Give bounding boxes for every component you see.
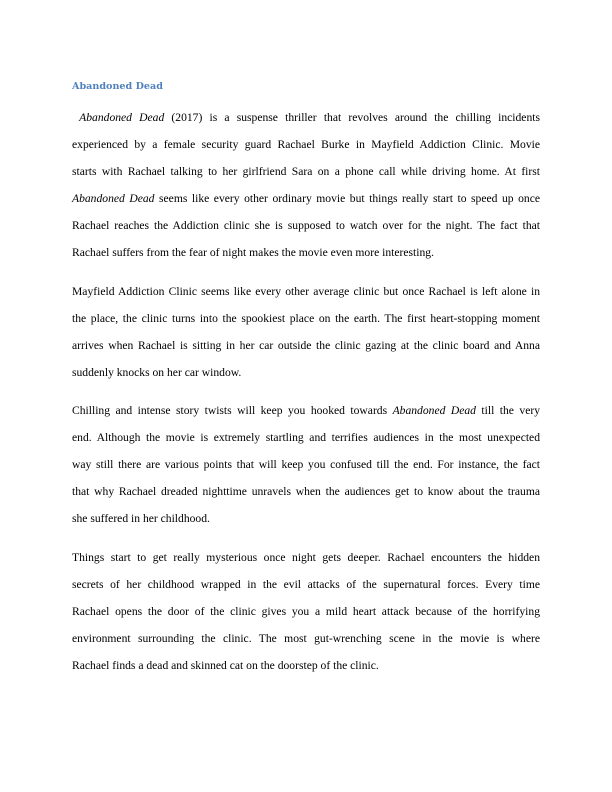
text-line (72, 308, 540, 335)
text-line (72, 400, 540, 427)
text-segment: (2017) is a suspense thriller that revolves around the chilling incidents (164, 111, 540, 124)
text-line (72, 547, 540, 574)
text-line (72, 242, 540, 269)
text-line (72, 161, 540, 188)
text-segment: arrives when Rachael is sitting in her car outside the clinic gazing at the clinic board and Anna (72, 338, 540, 352)
paragraph (72, 547, 540, 682)
text-segment: suddenly knocks on her car window. (72, 365, 242, 379)
text-line (72, 215, 540, 242)
text-segment: the place, the clinic turns into the spookiest place on the earth. The first heart-stopping moment (72, 311, 540, 325)
text-segment: Rachael finds a dead and skinned cat on the doorstep of the clinic. (72, 658, 379, 672)
text-segment: end. Although the movie is extremely startling and terrifies audiences in the most unexpected (72, 431, 540, 444)
text-line (72, 362, 540, 389)
text-segment: Things start to get really mysterious once night gets deeper. Rachael encounters the hidden (72, 550, 540, 564)
text-segment: way still there are various points that will keep you confused till the end. For instance, the fact (72, 458, 540, 471)
text-line (72, 454, 540, 481)
text-segment: experienced by a female security guard Rachael Burke in Mayfield Addiction Clinic. Movie (72, 138, 540, 151)
text-segment: she suffered in her childhood. (72, 512, 210, 525)
text-line (72, 134, 540, 161)
text-segment: secrets of her childhood wrapped in the evil attacks of the supernatural forces. Every time (72, 577, 540, 591)
text-segment: Chilling and intense story twists will keep you hooked towards (72, 404, 393, 417)
document-title: Abandoned Dead (72, 81, 163, 92)
text-segment: Rachael suffers from the fear of night makes the movie even more interesting. (72, 246, 434, 259)
text-line (72, 574, 540, 601)
italic-title-text: Abandoned Dead (79, 111, 165, 124)
paragraph (72, 281, 540, 389)
text-segment: that why Rachael dreaded nighttime unravels when the audiences get to know about the trauma (72, 485, 540, 498)
italic-title-text: Abandoned Dead (392, 404, 476, 417)
text-line (72, 508, 540, 535)
text-segment: Mayfield Addiction Clinic seems like every other average clinic but once Rachael is left alone in (72, 284, 540, 298)
text-line (72, 335, 540, 362)
document-body (72, 107, 540, 693)
text-segment: environment surrounding the clinic. The most gut-wrenching scene in the movie is where (72, 631, 540, 645)
text-line (72, 188, 540, 215)
text-line (72, 628, 540, 655)
text-segment: Rachael opens the door of the clinic gives you a mild heart attack because of the horrifying (72, 604, 540, 618)
paragraph (72, 400, 540, 535)
paragraph (72, 107, 540, 269)
text-line (72, 481, 540, 508)
text-segment: seems like every other ordinary movie but things really start to speed up once (154, 192, 540, 205)
text-segment: starts with Rachael talking to her girlfriend Sara on a phone call while driving home. At first (72, 165, 540, 178)
text-line (72, 601, 540, 628)
text-segment: Rachael reaches the Addiction clinic she is supposed to watch over for the night. The fact that (72, 219, 540, 232)
italic-title-text: Abandoned Dead (72, 192, 155, 205)
text-segment: till the very (475, 404, 540, 417)
text-line (72, 655, 540, 682)
text-line (72, 427, 540, 454)
text-line (72, 107, 540, 134)
text-line (72, 281, 540, 308)
